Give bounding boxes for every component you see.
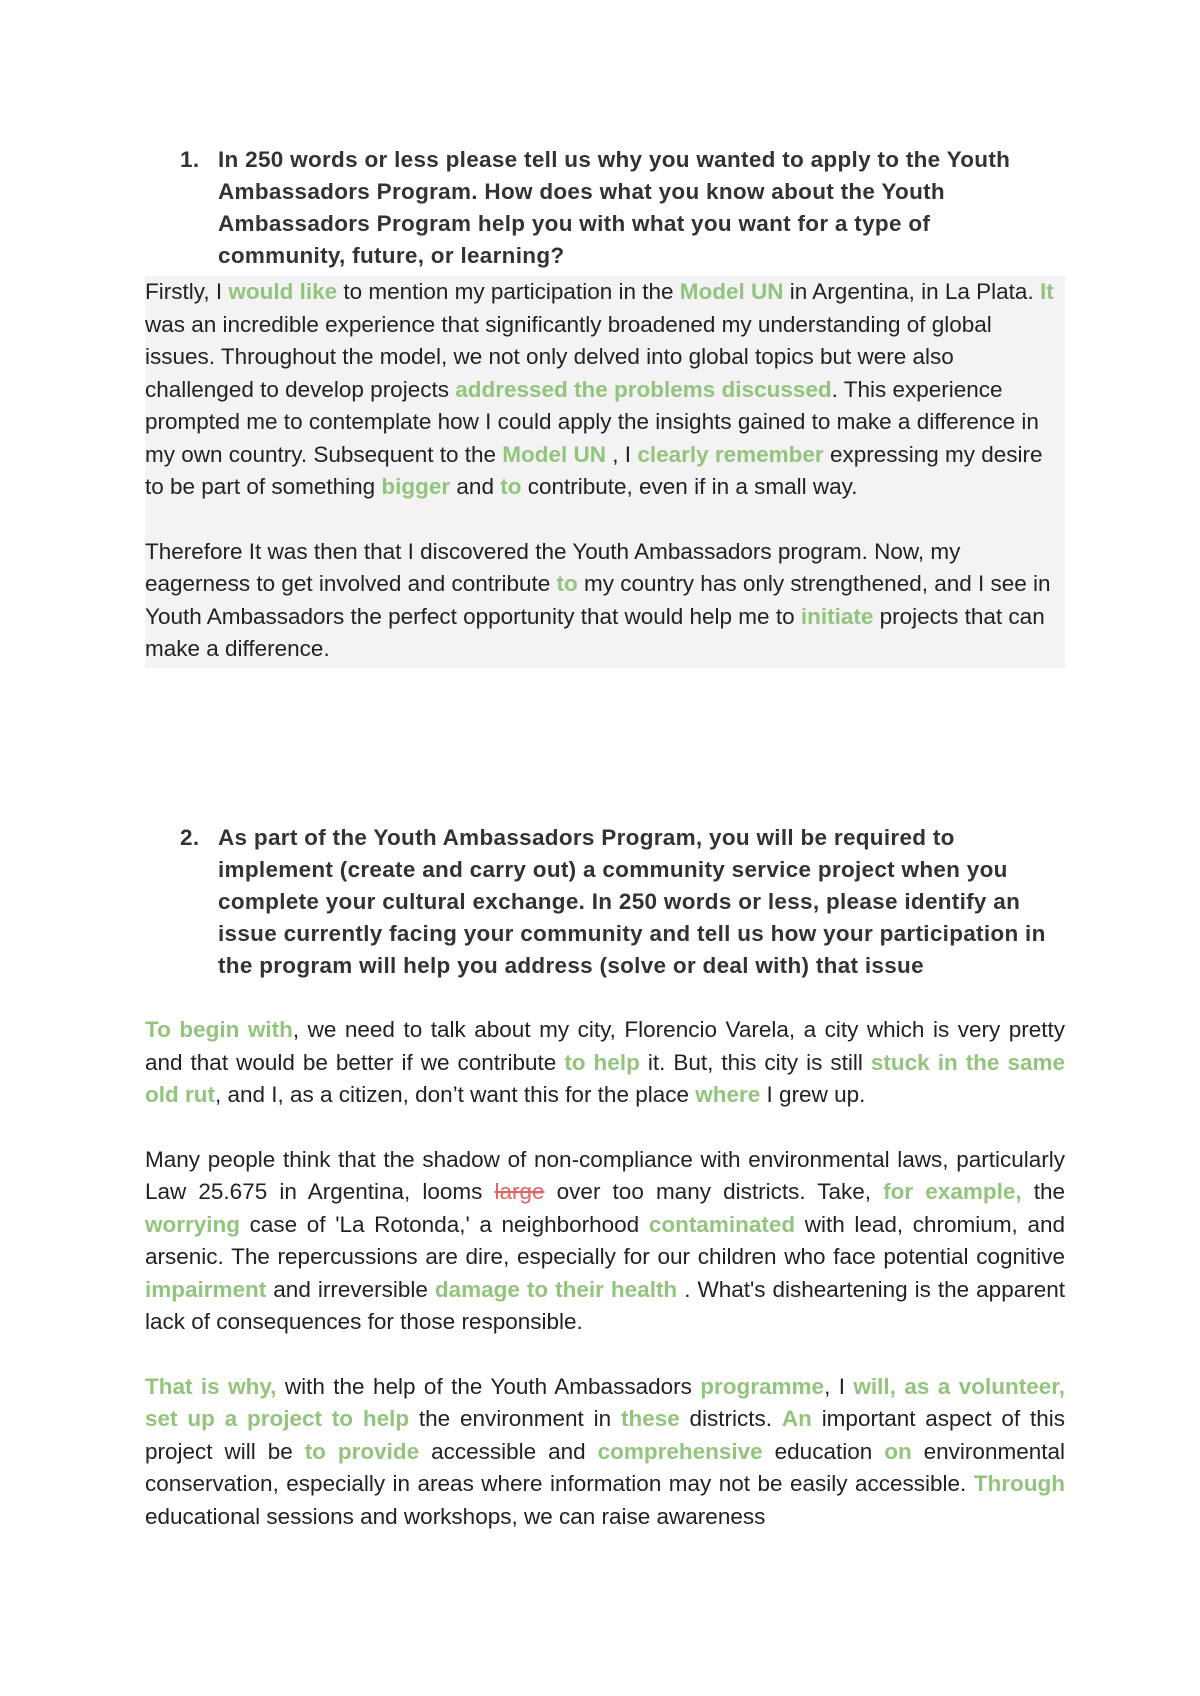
suggested-edit: It <box>1039 279 1054 304</box>
answer-paragraph <box>145 1144 1065 1339</box>
question-text: As part of the Youth Ambassadors Program, you will be required to implement (create and carry out) a community service project when you complete your cultural exchange. In 250 words or less, please identify an issue currently facing your community and tell us how your participation in the program will help you address (solve or deal with) that issue <box>218 825 1046 978</box>
answer-text: education <box>762 1438 885 1464</box>
answer-text: expressing my desire to be part of something <box>145 441 1043 499</box>
answer-text: contribute, even if in a small way. <box>521 474 858 499</box>
answer-text: in Argentina, in La Plata. <box>783 279 1040 304</box>
answer-text: with the help of the Youth Ambassadors <box>276 1373 701 1399</box>
suggested-edit: Through <box>973 1471 1065 1496</box>
suggested-edit: on <box>884 1438 912 1464</box>
suggested-edit: impairment <box>145 1276 267 1302</box>
answer-text: and irreversible <box>266 1276 435 1302</box>
answer-text: . This experience prompted me to contemplate how I could apply the insights gained to make a difference in my own country. Subsequent to the <box>145 376 1039 467</box>
answer-text: Firstly, I <box>145 279 229 304</box>
answer-2[interactable] <box>145 1014 1065 1533</box>
answer-text: case of 'La Rotonda,' a neighborhood <box>240 1211 649 1237</box>
answer-text: to mention my participation in the <box>337 279 680 304</box>
suggested-edit: Model UN <box>502 441 607 467</box>
answer-paragraph <box>145 536 1065 666</box>
suggested-edit: bigger <box>381 474 451 499</box>
answer-text: , we need to talk about my city, Florencio Varela, a city which is very pretty and that would be better if we contribute <box>145 1017 1066 1075</box>
answer-text: with lead, chromium, and arsenic. The repercussions are dire, especially for our children who face potential cognitive <box>145 1211 1065 1269</box>
answer-text: was an incredible experience that significantly broadened my understanding of global issues. Throughout the model, we not only delved into global topics but were also challenged to develop projects <box>145 311 992 402</box>
suggested-edit: comprehensive <box>597 1438 763 1464</box>
suggested-edit: damage to their health <box>434 1276 678 1302</box>
suggested-edit: Model UN <box>679 279 784 304</box>
question-2 <box>182 822 1062 982</box>
answer-text: districts. <box>679 1406 782 1431</box>
answer-text: the environment in <box>409 1406 621 1431</box>
answer-paragraph <box>145 276 1065 504</box>
answer-text: and <box>450 474 501 499</box>
answer-text: my country has only strengthened, and I see in Youth Ambassadors the perfect opportunity that would help me to <box>145 571 1051 629</box>
answer-text: important aspect of this project will be <box>145 1406 1065 1464</box>
question-1 <box>182 144 1062 272</box>
answer-paragraph <box>145 1014 1065 1112</box>
suggested-edit: stuck in the same old rut <box>145 1049 1065 1107</box>
suggested-edit: initiate <box>800 603 874 629</box>
suggested-edit: to help <box>564 1049 640 1075</box>
suggested-edit: where <box>695 1082 761 1107</box>
answer-text: over too many districts. Take, <box>544 1179 884 1204</box>
answer-1[interactable] <box>145 276 1065 668</box>
suggested-edit: for example, <box>883 1179 1022 1204</box>
answer-text: projects that can make a difference. <box>145 603 1045 661</box>
suggested-edit: to <box>556 571 578 596</box>
suggested-edit: worrying <box>145 1211 241 1237</box>
suggested-edit: An <box>781 1406 812 1431</box>
suggested-edit: To begin with <box>145 1017 293 1042</box>
answer-text: I grew up. <box>760 1082 866 1107</box>
answer-text: educational sessions and workshops, we can raise awareness <box>145 1503 766 1529</box>
suggested-edit: contaminated <box>648 1211 796 1237</box>
deleted-text: large <box>494 1179 545 1204</box>
suggested-edit: will, as a volunteer, set up a project to help <box>145 1373 1065 1431</box>
answer-text: it. But, this city is still <box>639 1049 871 1075</box>
answer-paragraph <box>145 1371 1065 1534</box>
suggested-edit: these <box>620 1406 680 1431</box>
question-number: 1. <box>180 147 200 172</box>
answer-text: environmental conservation, especially in areas where information may not be easily accessible. <box>145 1438 1065 1496</box>
answer-text: , I <box>606 441 638 467</box>
answer-text: accessible and <box>419 1438 598 1464</box>
suggested-edit: That is why, <box>145 1373 277 1399</box>
answer-text: , and I, as a citizen, don’t want this for the place <box>214 1082 696 1107</box>
answer-text: Many people think that the shadow of non-compliance with environmental laws, particularly Law 25.675 in Argentina, looms <box>145 1146 1065 1204</box>
answer-text: . What's disheartening is the apparent lack of consequences for those responsible. <box>145 1276 1065 1334</box>
suggested-edit: programme <box>700 1373 825 1399</box>
answer-text: the <box>1021 1179 1065 1204</box>
suggested-edit: clearly remember <box>637 441 824 467</box>
suggested-edit: would like <box>228 279 338 304</box>
suggested-edit: to provide <box>304 1438 420 1464</box>
suggested-edit: addressed the problems discussed <box>455 376 832 402</box>
question-text: In 250 words or less please tell us why you wanted to apply to the Youth Ambassadors Program. How does what you know about the Youth Ambassadors Program help you with what you want for a type of community, future, or learning? <box>218 147 1011 268</box>
suggested-edit: to <box>500 474 522 499</box>
answer-text: , I <box>824 1373 854 1399</box>
answer-text: Therefore It was then that I discovered the Youth Ambassadors program. Now, my eagerness to get involved and contribute <box>145 538 961 596</box>
question-number: 2. <box>180 825 200 850</box>
